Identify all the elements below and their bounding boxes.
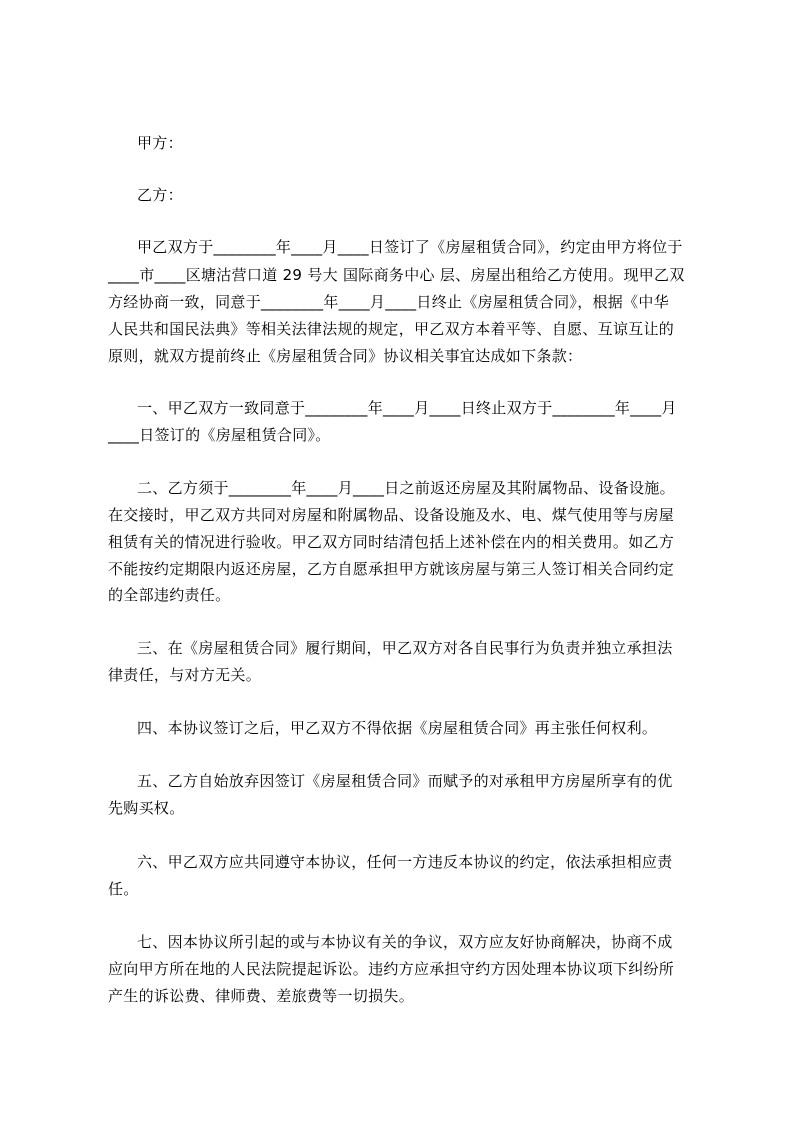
clause-line: 租赁有关的情况进行验收。甲乙双方同时结清包括上述补偿在内的相关费用。如乙方 <box>108 533 675 551</box>
clause-line: 应向甲方所在地的人民法院提起诉讼。违约方应承担守约方因处理本协议项下纠纷所 <box>108 960 675 978</box>
intro-line: 方经协商一致，同意于________年____月____日终止《房屋租赁合同》，根据《中华 <box>108 293 670 311</box>
clause-line: 二、乙方须于________年____月____日之前返还房屋及其附属物品、设备设施。 <box>137 479 675 497</box>
clause-line: 一、甲乙双方一致同意于________年____月____日终止双方于________年____月 <box>137 399 677 417</box>
intro-line: ____市____区塘沽营口道 29 号大 国际商务中心 层、房屋出租给乙方使用。现甲乙双 <box>108 266 685 284</box>
intro-line: 人民共和国民法典》等相关法律法规的规定，甲乙双方本着平等、自愿、互谅互让的 <box>108 320 675 338</box>
clause-line: 律责任，与对方无关。 <box>108 666 262 684</box>
clause-line: 在交接时，甲乙双方共同对房屋和附属物品、设备设施及水、电、煤气使用等与房屋 <box>108 506 675 524</box>
party-b-label: 乙方： <box>137 186 183 204</box>
intro-line: 甲乙双方于________年____月____日签订了《房屋租赁合同》，约定由甲方将位于 <box>137 238 683 256</box>
clause-line: 四、本协议签订之后，甲乙双方不得依据《房屋租赁合同》再主张任何权利。 <box>137 719 658 737</box>
clause-line: 六、甲乙双方应共同遵守本协议，任何一方违反本协议的约定，依法承担相应责 <box>137 853 673 871</box>
clause-line: 先购买权。 <box>108 799 185 817</box>
clause-line: 任。 <box>108 880 139 898</box>
clause-line: 的全部违约责任。 <box>108 586 231 604</box>
clause-line: 不能按约定期限内返还房屋，乙方自愿承担甲方就该房屋与第三人签订相关合同约定 <box>108 560 675 578</box>
clause-line: 产生的诉讼费、律师费、差旅费等一切损失。 <box>108 987 415 1005</box>
clause-line: 三、在《房屋租赁合同》履行期间，甲乙双方对各自民事行为负责并独立承担法 <box>137 639 673 657</box>
intro-line: 原则，就双方提前终止《房屋租赁合同》协议相关事宜达成如下条款： <box>108 347 583 365</box>
clause-line: 七、因本协议所引起的或与本协议有关的争议，双方应友好协商解决，协商不成 <box>137 933 673 951</box>
clause-line: ____日签订的《房屋租赁合同》。 <box>108 426 331 444</box>
clause-line: 五、乙方自始放弃因签订《房屋租赁合同》而赋予的对承租甲方房屋所享有的优 <box>137 772 673 790</box>
party-a-label: 甲方： <box>137 134 183 152</box>
